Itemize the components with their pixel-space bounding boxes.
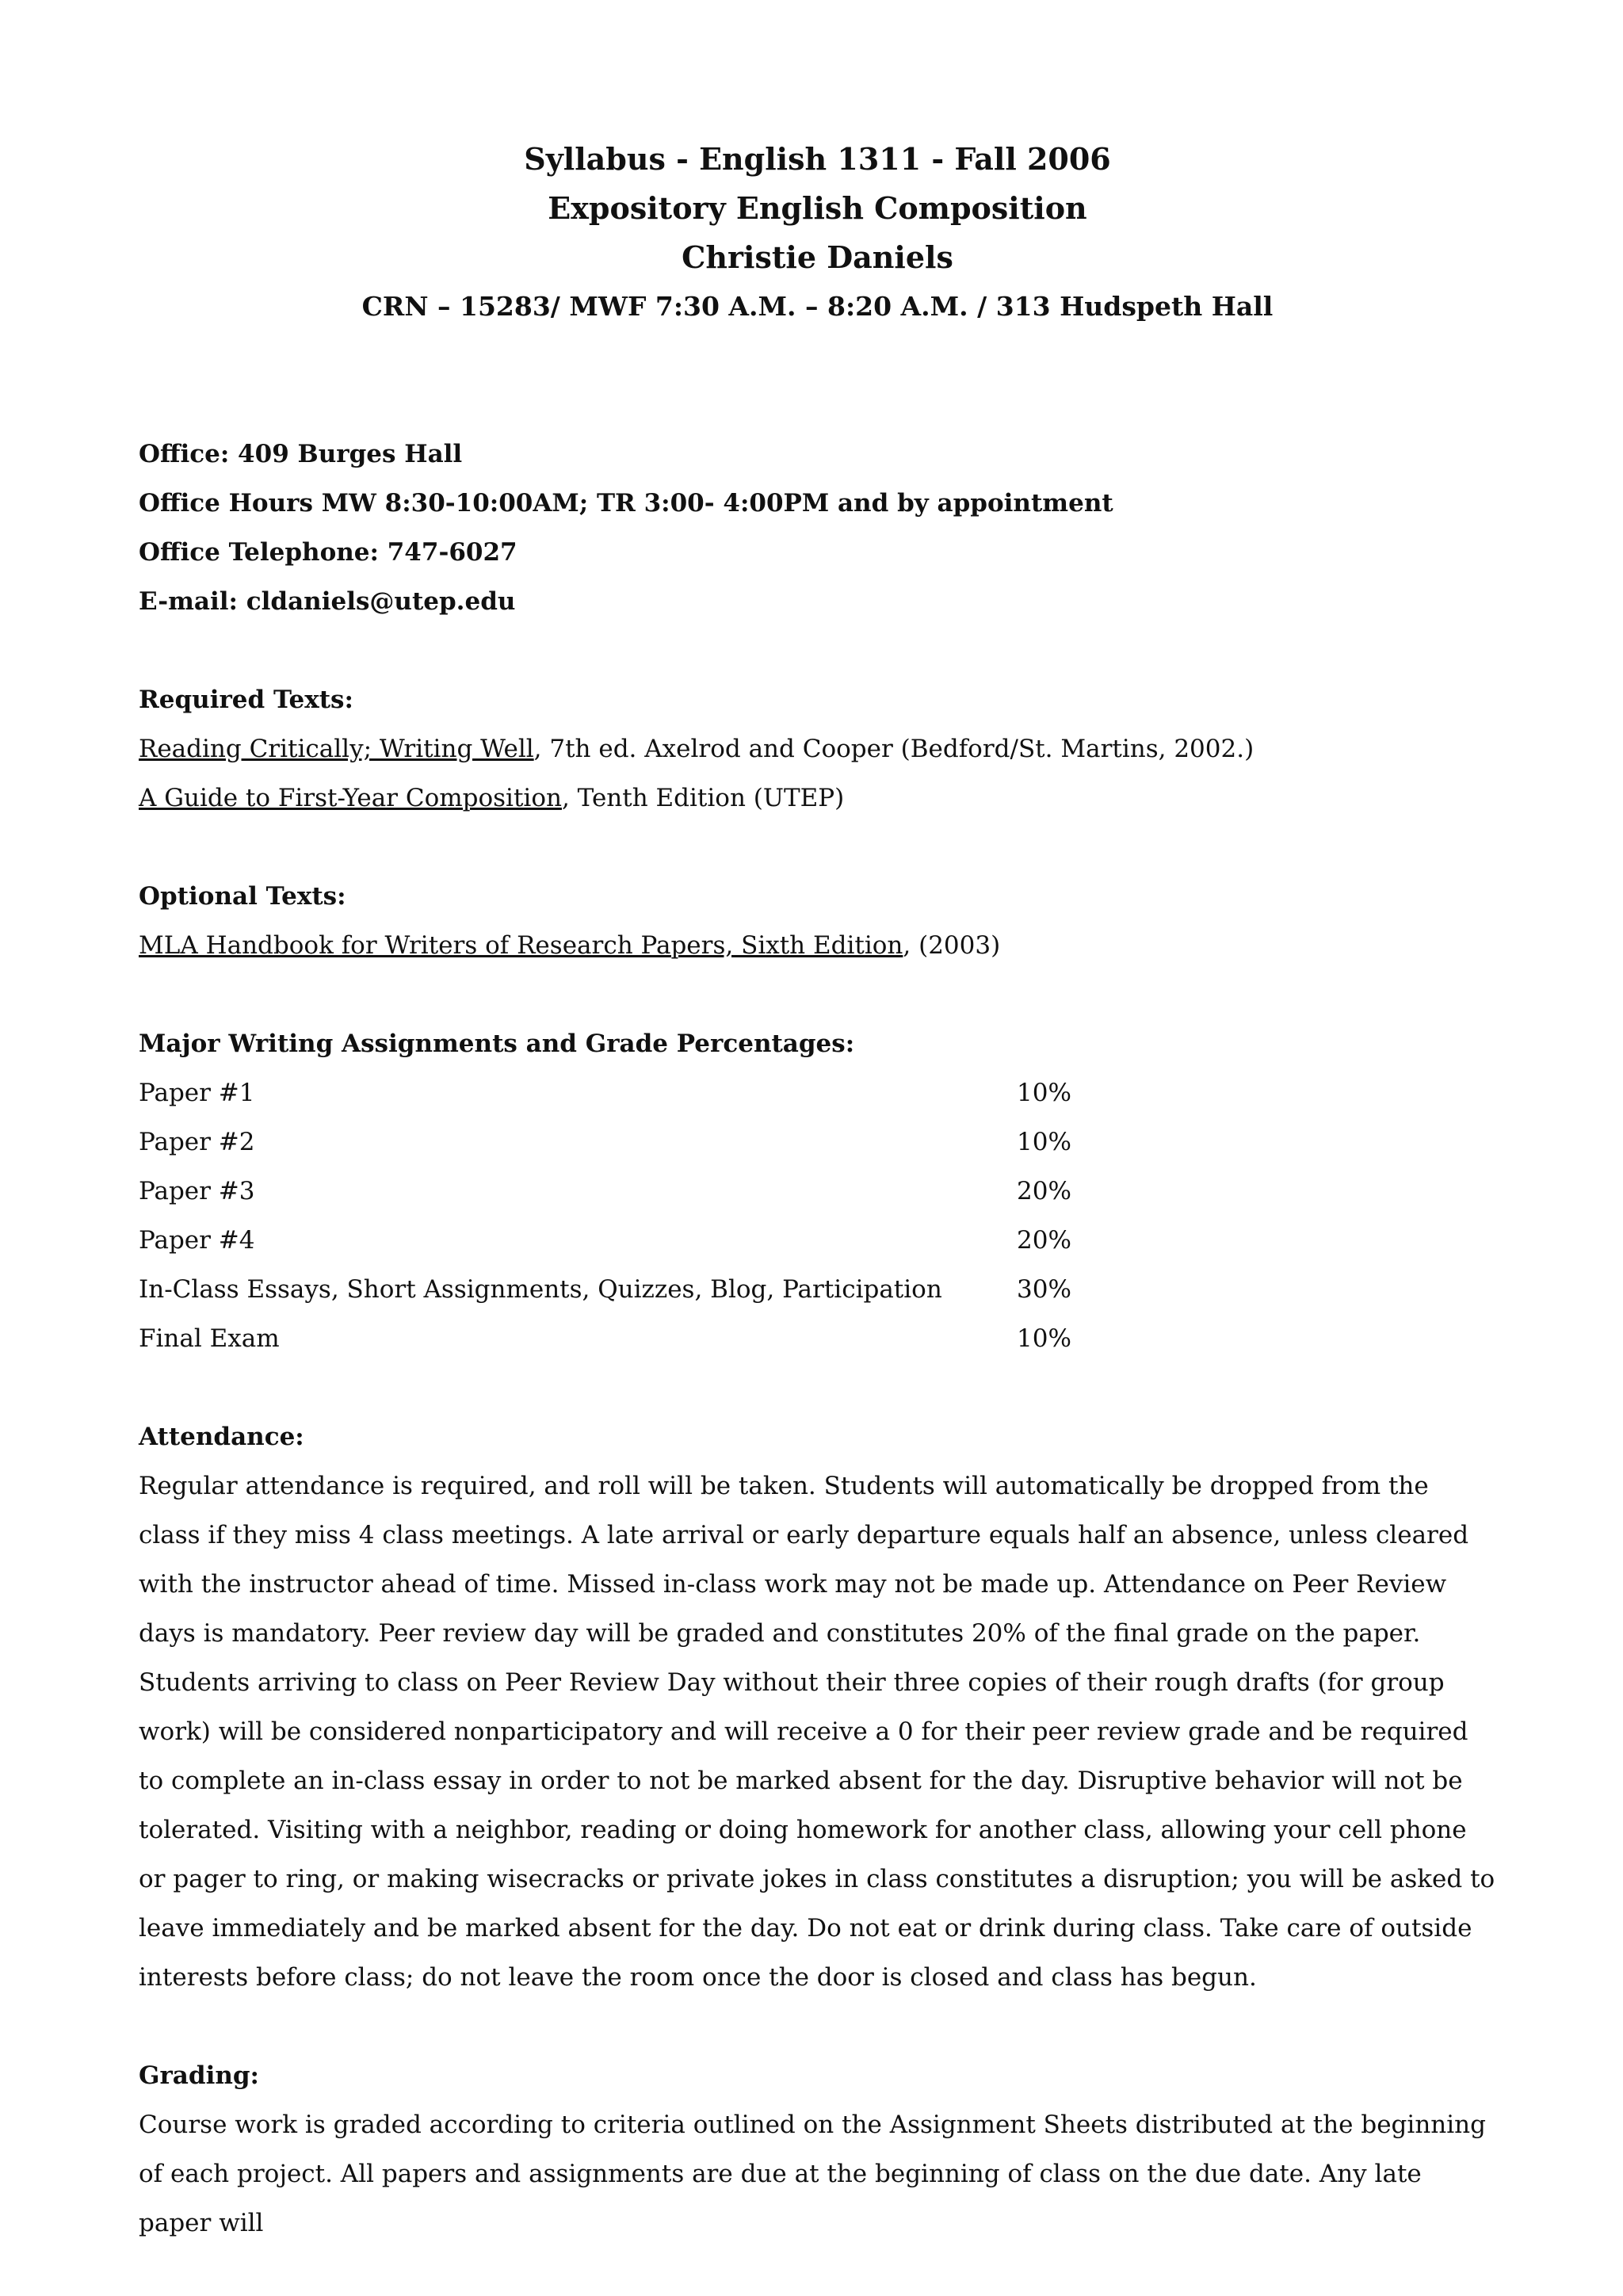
assignment-percentage: 10% (1017, 1079, 1071, 1107)
required-text-item (139, 774, 1496, 823)
attendance-heading: Attendance: (139, 1423, 304, 1451)
book-details: , (2003) (903, 931, 1001, 960)
book-details: , Tenth Edition (UTEP) (561, 784, 845, 812)
required-texts-section (139, 675, 1496, 823)
grade-row (139, 1265, 1496, 1314)
contact-info (139, 430, 1496, 626)
grade-row (139, 1167, 1496, 1216)
email-address[interactable]: E-mail: cldaniels@utep.edu (139, 587, 516, 616)
assignment-percentage: 10% (1017, 1324, 1071, 1353)
optional-texts-section (139, 872, 1496, 970)
assignment-percentage: 10% (1017, 1128, 1071, 1156)
grades-section (139, 1019, 1496, 1363)
assignment-name: In-Class Essays, Short Assignments, Quizzes, Blog, Participation (139, 1275, 942, 1304)
book-title: MLA Handbook for Writers of Research Papers, Sixth Edition (139, 931, 903, 960)
syllabus-title: Syllabus - English 1311 - Fall 2006 (524, 141, 1111, 177)
course-name: Expository English Composition (548, 190, 1087, 226)
assignment-percentage: 30% (1017, 1275, 1071, 1304)
grades-heading: Major Writing Assignments and Grade Percentages: (139, 1030, 855, 1058)
office-location: Office: 409 Burges Hall (139, 440, 463, 468)
optional-texts-heading: Optional Texts: (139, 882, 346, 911)
assignment-percentage: 20% (1017, 1226, 1071, 1255)
book-title: Reading Critically; Writing Well (139, 735, 534, 763)
crn-line: CRN – 15283/ MWF 7:30 A.M. – 8:20 A.M. / 313 Hudspeth Hall (361, 291, 1274, 322)
grade-row (139, 1216, 1496, 1265)
grade-row (139, 1068, 1496, 1117)
assignment-name: Paper #2 (139, 1128, 255, 1156)
grading-section (139, 2051, 1496, 2248)
assignment-name: Paper #3 (139, 1177, 255, 1205)
assignment-name: Paper #4 (139, 1226, 255, 1255)
grading-paragraph: Course work is graded according to criteria outlined on the Assignment Sheets distributed at the beginning of each project. All papers and assignments are due at the beginning of class on the due date. Any late paper will (139, 2111, 1486, 2237)
grade-row (139, 1117, 1496, 1167)
attendance-paragraph: Regular attendance is required, and roll will be taken. Students will automatically be dropped from the class if they miss 4 class meetings. A late arrival or early departure equals half an absence, unless cleared with the instructor ahead of time. Missed in-class work may not be made up. Attendance on Peer Review days is mandatory. Peer review day will be graded and constitutes 20% of the final grade on the paper. Students arriving to class on Peer Review Day without their three copies of their rough drafts (for group work) will be considered nonparticipatory and will receive a 0 for their peer review grade and be required to complete an in-class essay in order to not be marked absent for the day. Disruptive behavior will not be tolerated. Visiting with a neighbor, reading or doing homework for another class, allowing your cell phone or pager to ring, or making wisecracks or private jokes in class constitutes a disruption; you will be asked to leave immediately and be marked absent for the day. Do not eat or drink during class. Take care of outside interests before class; do not leave the room once the door is closed and class has begun. (139, 1472, 1495, 1992)
assignment-percentage: 20% (1017, 1177, 1071, 1205)
required-text-item (139, 724, 1496, 774)
required-texts-heading: Required Texts: (139, 686, 353, 714)
attendance-section (139, 1412, 1496, 2002)
instructor-name: Christie Daniels (682, 239, 953, 275)
assignment-name: Paper #1 (139, 1079, 255, 1107)
office-hours: Office Hours MW 8:30-10:00AM; TR 3:00- 4:00PM and by appointment (139, 489, 1113, 518)
grade-row (139, 1314, 1496, 1363)
book-details: , 7th ed. Axelrod and Cooper (Bedford/St. Martins, 2002.) (533, 735, 1254, 763)
grading-heading: Grading: (139, 2061, 260, 2090)
optional-text-item (139, 921, 1496, 970)
assignment-name: Final Exam (139, 1324, 280, 1353)
office-telephone: Office Telephone: 747-6027 (139, 538, 517, 567)
book-title: A Guide to First-Year Composition (139, 784, 562, 812)
syllabus-header (139, 135, 1496, 331)
